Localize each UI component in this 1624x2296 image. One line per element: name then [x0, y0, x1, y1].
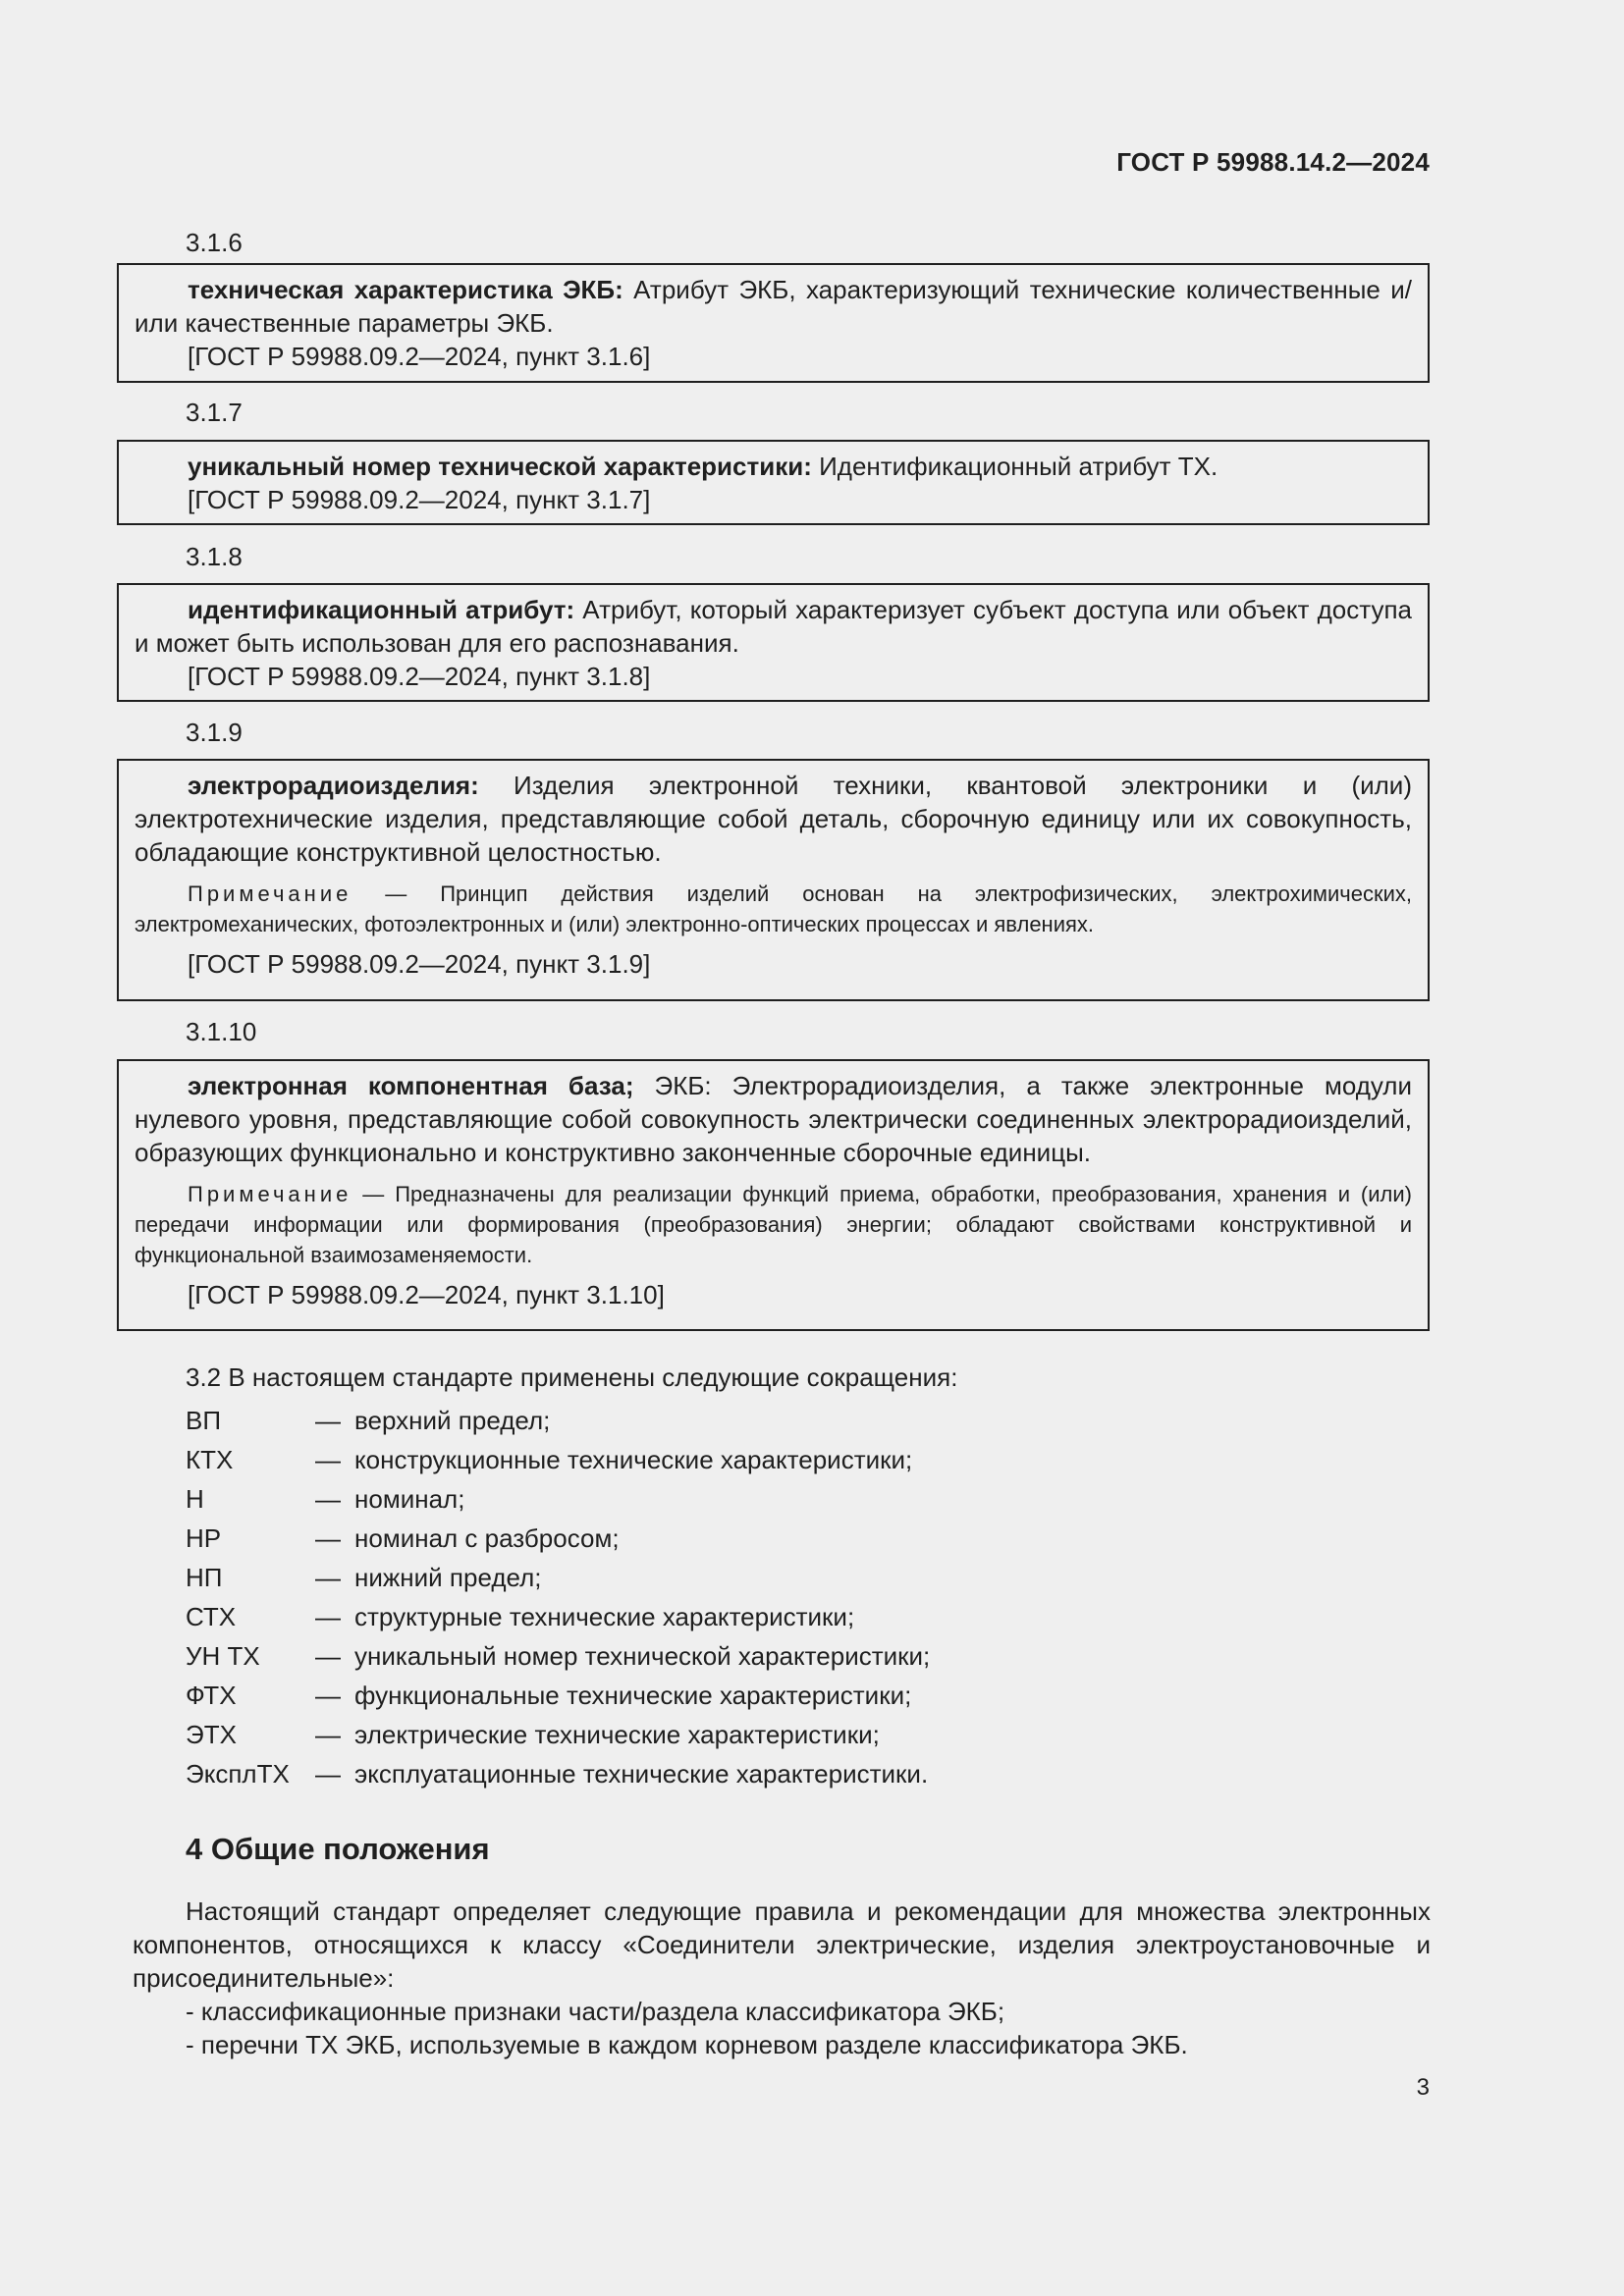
clause-number-3-1-6: 3.1.6	[186, 228, 243, 257]
abbreviation-dash: —	[315, 1445, 341, 1474]
abbreviation-key: ВП	[186, 1406, 222, 1435]
list-item: - классификационные признаки части/раздела классификатора ЭКБ;	[186, 1997, 1005, 2026]
note-label: Примечание	[188, 1182, 352, 1206]
abbreviation-key: КТХ	[186, 1445, 234, 1474]
clause-number-3-1-10: 3.1.10	[186, 1017, 257, 1046]
section-heading: 4 Общие положения	[186, 1832, 490, 1866]
abbreviation-key: ФТХ	[186, 1681, 237, 1710]
definition-box-3-1-10	[117, 1059, 1430, 1331]
definition-term: техническая характеристика ЭКБ:	[188, 275, 623, 304]
abbreviation-row	[186, 1479, 930, 1519]
definition-box-3-1-7	[117, 440, 1430, 525]
definition-body: Атрибут, который характеризует субъект доступа или объект доступа и может быть использован для его распознавания.	[135, 595, 1412, 658]
list-item: - перечни ТХ ЭКБ, используемые в каждом корневом разделе классификатора ЭКБ.	[186, 2030, 1188, 2059]
abbreviation-value: электрические технические характеристики;	[354, 1720, 880, 1749]
definition-term: электронная компонентная база;	[188, 1071, 634, 1100]
definition-box-3-1-6	[117, 263, 1430, 383]
abbreviation-dash: —	[315, 1720, 341, 1749]
abbreviation-dash: —	[315, 1681, 341, 1710]
abbreviation-dash: —	[315, 1484, 341, 1514]
definition-source: [ГОСТ Р 59988.09.2—2024, пункт 3.1.10]	[188, 1280, 665, 1309]
definition-note	[135, 879, 1412, 939]
definition-body: Идентификационный атрибут ТХ.	[811, 452, 1218, 481]
abbreviation-key: УН ТХ	[186, 1641, 260, 1671]
definition-source: [ГОСТ Р 59988.09.2—2024, пункт 3.1.9]	[188, 949, 651, 979]
definition-source: [ГОСТ Р 59988.09.2—2024, пункт 3.1.6]	[188, 342, 651, 371]
abbreviation-value: нижний предел;	[354, 1563, 542, 1592]
abbreviation-key: НР	[186, 1523, 222, 1553]
abbreviation-dash: —	[315, 1641, 341, 1671]
abbreviation-row	[186, 1676, 930, 1715]
note-label: Примечание	[188, 881, 352, 906]
abbreviation-dash: —	[315, 1563, 341, 1592]
definition-body: Атрибут ЭКБ, характеризующий технические количественные и/или качественные параметры ЭКБ.	[135, 275, 1412, 338]
definition-text	[135, 1069, 1412, 1169]
abbreviations-intro: 3.2 В настоящем стандарте применены следующие сокращения:	[186, 1362, 958, 1392]
abbreviation-value: номинал с разбросом;	[354, 1523, 620, 1553]
abbreviation-row	[186, 1440, 930, 1479]
abbreviation-key: ЭТХ	[186, 1720, 237, 1749]
abbreviations-list	[186, 1401, 930, 1793]
definition-body: Изделия электронной техники, квантовой электроники и (или) электротехнические изделия, представляющие собой деталь, сборочную единицу или их совокупность, обладающие конструктивной целостностью.	[135, 771, 1412, 867]
standard-header: ГОСТ Р 59988.14.2—2024	[1116, 147, 1430, 177]
page-number: 3	[1416, 2074, 1430, 2101]
definition-text	[135, 273, 1412, 340]
definition-text	[135, 450, 1412, 483]
abbreviation-value: конструкционные технические характеристики;	[354, 1445, 913, 1474]
definition-term: идентификационный атрибут:	[188, 595, 575, 624]
abbreviation-value: уникальный номер технической характеристики;	[354, 1641, 931, 1671]
clause-number-3-1-7: 3.1.7	[186, 398, 243, 427]
abbreviation-key: Н	[186, 1484, 204, 1514]
abbreviation-row	[186, 1519, 930, 1558]
definition-body: ЭКБ: Электрорадиоизделия, а также электронные модули нулевого уровня, представляющие собой совокупность электрически соединенных электрорадиоизделий, образующих функционально и конструктивно законченные сборочные единицы.	[135, 1071, 1413, 1167]
definition-source: [ГОСТ Р 59988.09.2—2024, пункт 3.1.7]	[188, 485, 651, 514]
abbreviation-row	[186, 1715, 930, 1754]
abbreviation-row	[186, 1597, 930, 1636]
definition-text	[135, 593, 1412, 660]
abbreviation-value: эксплуатационные технические характеристики.	[354, 1759, 929, 1789]
definition-note	[135, 1179, 1412, 1270]
section-paragraph: Настоящий стандарт определяет следующие правила и рекомендации для множества электронных компонентов, относящихся к классу «Соединители электрические, изделия электроустановочные и присоединительные»:	[133, 1896, 1431, 1993]
definition-box-3-1-9	[117, 759, 1430, 1001]
definition-term: электрорадиоизделия:	[188, 771, 479, 800]
abbreviation-dash: —	[315, 1523, 341, 1553]
abbreviation-dash: —	[315, 1602, 341, 1631]
abbreviation-value: функциональные технические характеристики;	[354, 1681, 912, 1710]
abbreviation-key: ЭксплТХ	[186, 1759, 290, 1789]
clause-number-3-1-9: 3.1.9	[186, 718, 243, 747]
abbreviation-row	[186, 1401, 930, 1440]
definition-source: [ГОСТ Р 59988.09.2—2024, пункт 3.1.8]	[188, 662, 651, 691]
definition-text	[135, 769, 1412, 869]
abbreviation-row	[186, 1754, 930, 1793]
section-body	[133, 1895, 1431, 2061]
definition-box-3-1-8	[117, 583, 1430, 702]
abbreviation-row	[186, 1636, 930, 1676]
note-text: — Предназначены для реализации функций приема, обработки, преобразования, хранения и (или) передачи информации или формирования (преобразования) энергии; обладают свойствами конструктивной и функциональной взаимозаменяемости.	[135, 1182, 1412, 1267]
abbreviation-row	[186, 1558, 930, 1597]
abbreviation-value: структурные технические характеристики;	[354, 1602, 855, 1631]
abbreviation-key: СТХ	[186, 1602, 237, 1631]
abbreviation-dash: —	[315, 1759, 341, 1789]
abbreviation-value: номинал;	[354, 1484, 465, 1514]
abbreviation-dash: —	[315, 1406, 341, 1435]
clause-number-3-1-8: 3.1.8	[186, 542, 243, 571]
note-text: — Принцип действия изделий основан на электрофизических, электрохимических, электромеханических, фотоэлектронных и (или) электронно-оптических процессах и явлениях.	[135, 881, 1412, 936]
abbreviation-key: НП	[186, 1563, 223, 1592]
definition-term: уникальный номер технической характеристики:	[188, 452, 812, 481]
abbreviation-value: верхний предел;	[354, 1406, 551, 1435]
